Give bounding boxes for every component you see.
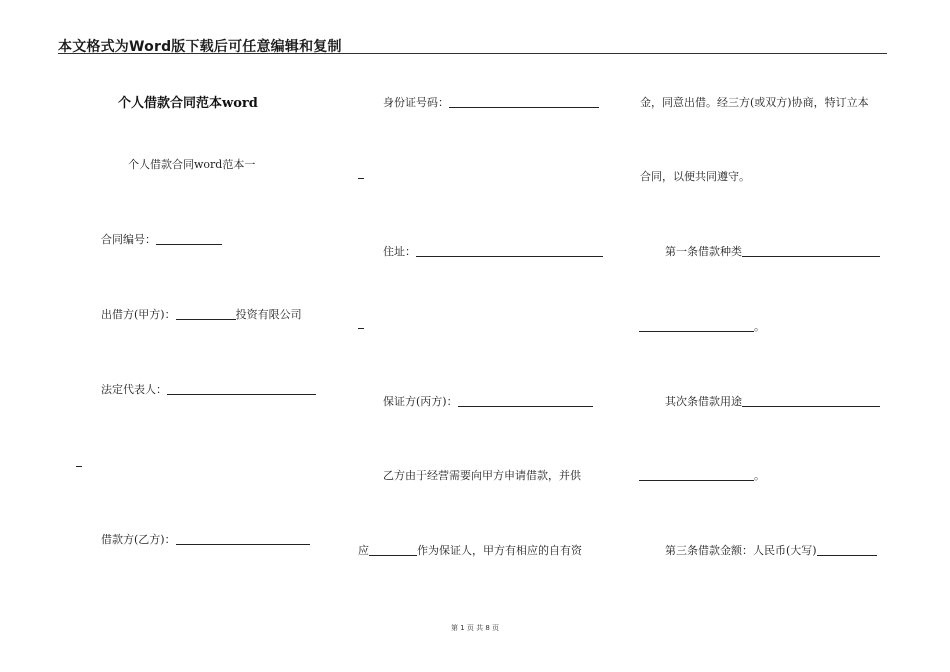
guarantee-paragraph-line2 — [358, 542, 582, 558]
lender-label: 出借方(甲方)： — [101, 308, 176, 321]
article-1-blank — [742, 255, 880, 257]
guarantee-suffix: 作为保证人，甲方有相应的自有资 — [417, 544, 582, 557]
guarantor-name-blank — [369, 554, 417, 556]
lender-suffix: 投资有限公司 — [235, 308, 302, 321]
article-2-blank-2 — [639, 479, 754, 481]
id-number-field — [383, 94, 599, 110]
contract-number-field — [101, 231, 222, 247]
guarantee-paragraph-line1: 乙方由于经营需要向甲方申请借款，并供 — [383, 469, 581, 482]
contract-number-label: 合同编号： — [101, 233, 156, 246]
page-number: 第 1 页 共 8 页 — [450, 624, 500, 632]
lender-blank — [176, 318, 236, 320]
article-2-label: 其次条借款用途 — [665, 395, 742, 408]
guarantor-field — [383, 393, 593, 409]
banner-divider — [58, 53, 887, 54]
article-3-field — [665, 542, 877, 558]
id-number-label: 身份证号码： — [383, 96, 449, 109]
borrower-field — [101, 531, 310, 547]
download-banner: 本文格式为Word版下载后可任意编辑和复制 — [58, 39, 342, 55]
contract-number-blank — [156, 243, 222, 245]
article-3-label: 第三条借款金额：人民币(大写) — [665, 544, 817, 557]
article-2-field — [665, 393, 880, 409]
id-number-blank — [449, 106, 599, 108]
agreement-paragraph-line2: 合同，以便共同遵守。 — [640, 170, 750, 183]
article-1-label: 第一条借款种类 — [665, 245, 742, 258]
article-1-continuation — [639, 318, 765, 334]
borrower-blank — [176, 543, 310, 545]
legal-rep-label: 法定代表人： — [101, 383, 167, 396]
wrap-dash — [358, 178, 364, 179]
article-1-field — [665, 243, 880, 259]
period-mark: 。 — [754, 469, 765, 482]
address-label: 住址： — [383, 245, 416, 258]
borrower-label: 借款方(乙方)： — [101, 533, 176, 546]
lender-field — [101, 306, 302, 322]
address-field — [383, 243, 603, 259]
guarantor-blank — [458, 405, 593, 407]
article-2-continuation — [639, 467, 765, 483]
document-title: 个人借款合同范本word — [118, 96, 258, 111]
guarantor-label: 保证方(丙方)： — [383, 395, 458, 408]
guarantee-prefix: 应 — [358, 544, 369, 557]
article-2-blank — [742, 405, 880, 407]
legal-rep-blank — [167, 393, 316, 395]
article-1-blank-2 — [639, 330, 754, 332]
legal-rep-field — [101, 381, 316, 397]
article-3-blank — [817, 554, 877, 556]
wrap-dash — [76, 466, 82, 467]
agreement-paragraph-line1: 金，同意出借。经三方(或双方)协商，特订立本 — [640, 96, 869, 109]
address-blank — [416, 255, 603, 257]
wrap-dash — [358, 328, 364, 329]
period-mark: 。 — [754, 320, 765, 333]
document-subtitle: 个人借款合同word范本一 — [128, 158, 256, 171]
